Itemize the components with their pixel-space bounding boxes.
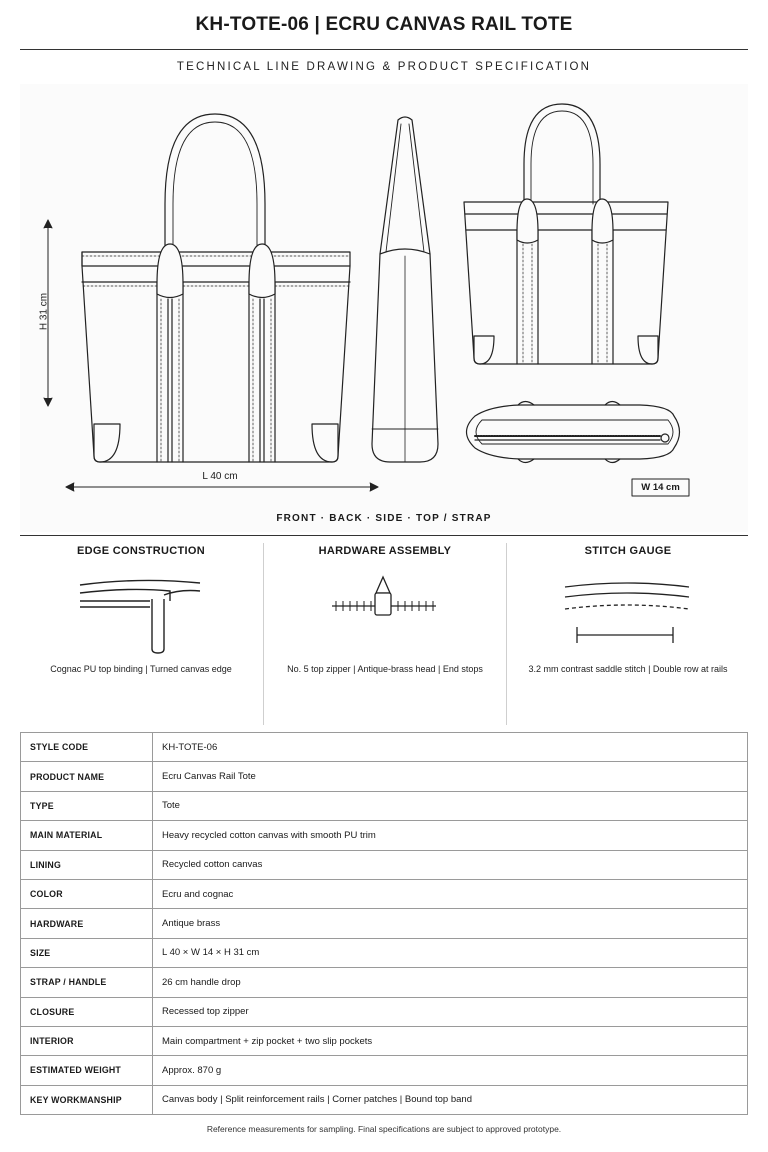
- spec-value: Approx. 870 g: [153, 1056, 748, 1085]
- spec-label: SIZE: [21, 938, 153, 967]
- title-divider: [20, 49, 748, 50]
- table-row: [21, 1026, 748, 1055]
- detail-edge-construction: [20, 543, 262, 725]
- spec-label: PRODUCT NAME: [21, 762, 153, 791]
- spec-value: Main compartment + zip pocket + two slip pockets: [153, 1026, 748, 1055]
- table-row: [21, 1056, 748, 1085]
- page-title: KH-TOTE-06 | ECRU CANVAS RAIL TOTE: [195, 14, 573, 35]
- spec-value: Canvas body | Split reinforcement rails | Corner patches | Bound top band: [153, 1085, 748, 1114]
- edge-construction-icon: [20, 565, 262, 665]
- width-label: W 14 cm: [641, 482, 680, 493]
- table-row: [21, 938, 748, 967]
- spec-value: Antique brass: [153, 909, 748, 938]
- spec-label: LINING: [21, 850, 153, 879]
- spec-value: KH-TOTE-06: [153, 733, 748, 762]
- spec-label: STYLE CODE: [21, 733, 153, 762]
- stitch-gauge-icon: [507, 565, 749, 665]
- table-row: [21, 733, 748, 762]
- top-view-drawing: [467, 402, 680, 463]
- detail-caption: No. 5 top zipper | Antique-brass head | End stops: [287, 664, 483, 674]
- spec-label: COLOR: [21, 879, 153, 908]
- zipper-icon: [264, 565, 506, 665]
- section-divider: [20, 535, 748, 536]
- technical-drawing-panel: [20, 84, 748, 532]
- table-row: [21, 997, 748, 1026]
- spec-label: INTERIOR: [21, 1026, 153, 1055]
- detail-title: HARDWARE ASSEMBLY: [318, 545, 452, 557]
- specification-table: [20, 732, 748, 1115]
- views-caption: FRONT · BACK · SIDE · TOP / STRAP: [276, 513, 492, 524]
- length-dimension: [66, 483, 378, 491]
- table-row: [21, 968, 748, 997]
- side-view-drawing: [372, 117, 438, 462]
- spec-value: Ecru and cognac: [153, 879, 748, 908]
- spec-value: Tote: [153, 791, 748, 820]
- spec-value: Recessed top zipper: [153, 997, 748, 1026]
- spec-value: Heavy recycled cotton canvas with smooth PU trim: [153, 821, 748, 850]
- spec-value: Ecru Canvas Rail Tote: [153, 762, 748, 791]
- detail-stitch-gauge: [506, 543, 749, 725]
- length-label: L 40 cm: [202, 471, 238, 482]
- spec-label: CLOSURE: [21, 997, 153, 1026]
- page-subtitle: TECHNICAL LINE DRAWING & PRODUCT SPECIFICATION: [176, 61, 592, 73]
- table-row: [21, 762, 748, 791]
- table-row: [21, 909, 748, 938]
- spec-label: KEY WORKMANSHIP: [21, 1085, 153, 1114]
- detail-caption: 3.2 mm contrast saddle stitch | Double row at rails: [528, 664, 728, 674]
- spec-value: Recycled cotton canvas: [153, 850, 748, 879]
- table-row: [21, 850, 748, 879]
- height-label: H 31 cm: [38, 292, 50, 331]
- table-row: [21, 879, 748, 908]
- footnote: Reference measurements for sampling. Final specifications are subject to approved prototype.: [206, 1124, 562, 1134]
- detail-hardware-assembly: [263, 543, 506, 725]
- spec-label: HARDWARE: [21, 909, 153, 938]
- spec-label: TYPE: [21, 791, 153, 820]
- spec-label: MAIN MATERIAL: [21, 821, 153, 850]
- front-view-drawing: [82, 114, 350, 462]
- back-view-drawing: [464, 104, 668, 364]
- spec-value: 26 cm handle drop: [153, 968, 748, 997]
- spec-value: L 40 × W 14 × H 31 cm: [153, 938, 748, 967]
- table-row: [21, 791, 748, 820]
- spec-label: ESTIMATED WEIGHT: [21, 1056, 153, 1085]
- detail-title: STITCH GAUGE: [584, 545, 672, 557]
- detail-title: EDGE CONSTRUCTION: [77, 545, 205, 557]
- spec-label: STRAP / HANDLE: [21, 968, 153, 997]
- table-row: [21, 1085, 748, 1114]
- table-row: [21, 821, 748, 850]
- detail-caption: Cognac PU top binding | Turned canvas edge: [50, 664, 232, 674]
